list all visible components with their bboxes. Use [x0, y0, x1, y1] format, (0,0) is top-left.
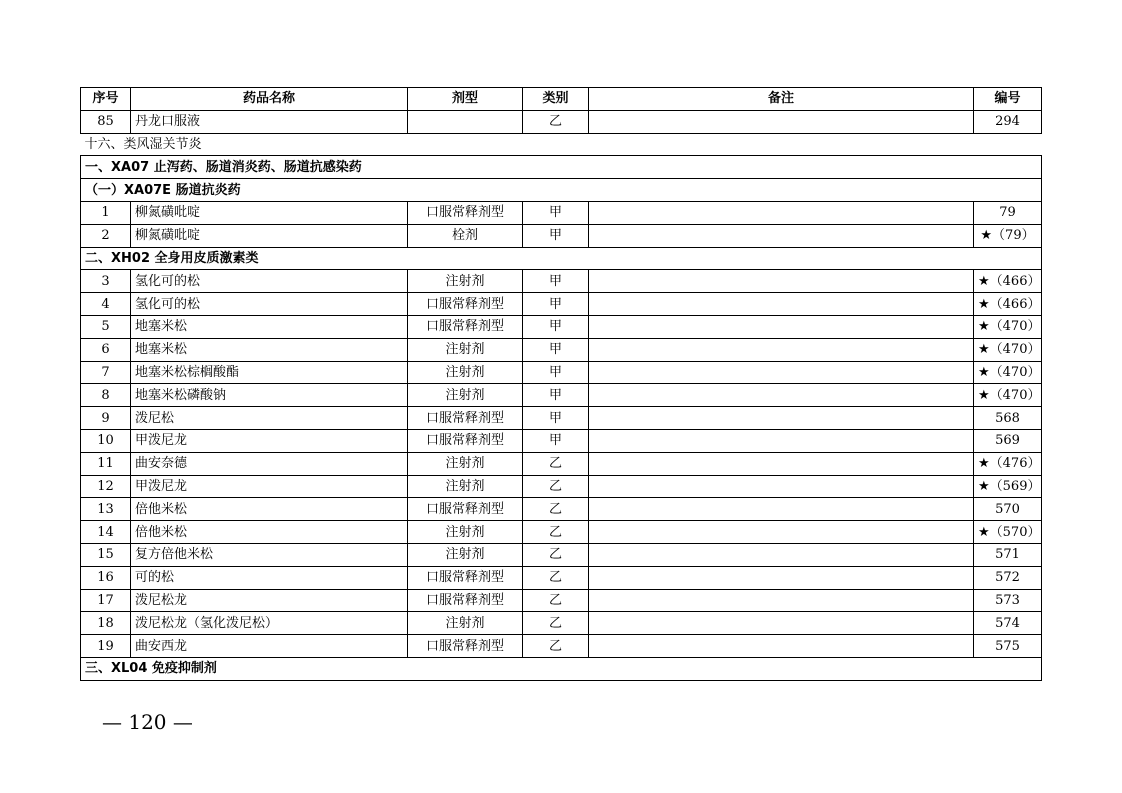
cell-code: 572	[974, 566, 1042, 589]
section-title: 三、XL04 免疫抑制剂	[81, 657, 1042, 680]
cell-code: ★（470）	[974, 315, 1042, 338]
cell-remarks	[589, 384, 974, 407]
cell-dosage-form: 口服常释剂型	[408, 635, 523, 658]
cell-no: 18	[81, 612, 131, 635]
cell-remarks	[589, 407, 974, 430]
cell-remarks	[589, 521, 974, 544]
cell-remarks	[589, 566, 974, 589]
cell-category: 甲	[523, 270, 589, 293]
table-row	[81, 521, 1042, 544]
cell-drug-name: 甲泼尼龙	[131, 429, 408, 452]
cell-category: 甲	[523, 224, 589, 247]
cell-dosage-form: 口服常释剂型	[408, 429, 523, 452]
table-row	[81, 270, 1042, 293]
header-form: 剂型	[408, 88, 523, 111]
header-name: 药品名称	[131, 88, 408, 111]
cell-code: ★（569）	[974, 475, 1042, 498]
cell-dosage-form: 口服常释剂型	[408, 589, 523, 612]
table-row	[81, 635, 1042, 658]
cell-category: 甲	[523, 338, 589, 361]
cell-drug-name: 氢化可的松	[131, 270, 408, 293]
table-row	[81, 224, 1042, 247]
cell-category: 甲	[523, 384, 589, 407]
table-row	[81, 361, 1042, 384]
cell-no: 1	[81, 201, 131, 224]
cell-remarks	[589, 338, 974, 361]
header-no: 序号	[81, 88, 131, 111]
cell-drug-name: 丹龙口服液	[131, 110, 408, 133]
cell-remarks	[589, 224, 974, 247]
table-row	[81, 452, 1042, 475]
cell-no: 17	[81, 589, 131, 612]
cell-dosage-form: 注射剂	[408, 361, 523, 384]
section-title-row	[81, 247, 1042, 270]
cell-dosage-form: 注射剂	[408, 543, 523, 566]
cell-remarks	[589, 270, 974, 293]
cell-category: 乙	[523, 498, 589, 521]
cell-no: 2	[81, 224, 131, 247]
table-row	[81, 338, 1042, 361]
cell-category: 甲	[523, 361, 589, 384]
cell-dosage-form: 口服常释剂型	[408, 201, 523, 224]
cell-drug-name: 泼尼松龙	[131, 589, 408, 612]
cell-drug-name: 泼尼松	[131, 407, 408, 430]
cell-remarks	[589, 635, 974, 658]
table-row	[81, 315, 1042, 338]
cell-drug-name: 地塞米松	[131, 338, 408, 361]
cell-remarks	[589, 361, 974, 384]
cell-category: 乙	[523, 475, 589, 498]
cell-remarks	[589, 452, 974, 475]
cell-category: 乙	[523, 110, 589, 133]
cell-code: 294	[974, 110, 1042, 133]
cell-dosage-form: 栓剂	[408, 224, 523, 247]
table-row	[81, 566, 1042, 589]
cell-code: 571	[974, 543, 1042, 566]
cell-dosage-form: 注射剂	[408, 612, 523, 635]
cell-code: 575	[974, 635, 1042, 658]
cell-dosage-form: 注射剂	[408, 384, 523, 407]
cell-drug-name: 甲泼尼龙	[131, 475, 408, 498]
table-row	[81, 110, 1042, 133]
cell-drug-name: 地塞米松磷酸钠	[131, 384, 408, 407]
cell-drug-name: 柳氮磺吡啶	[131, 201, 408, 224]
cell-drug-name: 倍他米松	[131, 521, 408, 544]
cell-no: 8	[81, 384, 131, 407]
cell-drug-name: 可的松	[131, 566, 408, 589]
cell-drug-name: 柳氮磺吡啶	[131, 224, 408, 247]
cell-code: ★（470）	[974, 361, 1042, 384]
cell-code: 568	[974, 407, 1042, 430]
cell-category: 乙	[523, 452, 589, 475]
cell-drug-name: 地塞米松棕榈酸酯	[131, 361, 408, 384]
cell-code: ★（476）	[974, 452, 1042, 475]
section-title: 二、XH02 全身用皮质激素类	[81, 247, 1042, 270]
cell-category: 甲	[523, 429, 589, 452]
cell-category: 乙	[523, 635, 589, 658]
table-header-row	[81, 88, 1042, 111]
cell-dosage-form: 注射剂	[408, 338, 523, 361]
table-row	[81, 589, 1042, 612]
table-row	[81, 407, 1042, 430]
cell-drug-name: 倍他米松	[131, 498, 408, 521]
cell-dosage-form: 注射剂	[408, 452, 523, 475]
cell-no: 10	[81, 429, 131, 452]
cell-no: 14	[81, 521, 131, 544]
cell-code: 570	[974, 498, 1042, 521]
table-row	[81, 384, 1042, 407]
cell-dosage-form: 注射剂	[408, 270, 523, 293]
cell-drug-name: 泼尼松龙（氢化泼尼松）	[131, 612, 408, 635]
cell-no: 19	[81, 635, 131, 658]
cell-drug-name: 复方倍他米松	[131, 543, 408, 566]
group-title: 十六、类风湿关节炎	[81, 133, 1042, 156]
cell-category: 甲	[523, 315, 589, 338]
cell-no: 12	[81, 475, 131, 498]
cell-category: 甲	[523, 201, 589, 224]
cell-no: 3	[81, 270, 131, 293]
cell-no: 16	[81, 566, 131, 589]
cell-remarks	[589, 475, 974, 498]
cell-no: 13	[81, 498, 131, 521]
cell-code: ★（470）	[974, 338, 1042, 361]
cell-code: ★（79）	[974, 224, 1042, 247]
cell-no: 85	[81, 110, 131, 133]
cell-remarks	[589, 429, 974, 452]
table-row	[81, 498, 1042, 521]
cell-drug-name: 曲安奈德	[131, 452, 408, 475]
cell-category: 乙	[523, 543, 589, 566]
cell-remarks	[589, 315, 974, 338]
cell-dosage-form: 口服常释剂型	[408, 293, 523, 316]
group-title-row	[81, 133, 1042, 156]
table-row	[81, 293, 1042, 316]
cell-no: 11	[81, 452, 131, 475]
cell-code: 573	[974, 589, 1042, 612]
section-subtitle: （一）XA07E 肠道抗炎药	[81, 179, 1042, 202]
header-category: 类别	[523, 88, 589, 111]
header-code: 编号	[974, 88, 1042, 111]
section-title-row	[81, 657, 1042, 680]
header-remarks: 备注	[589, 88, 974, 111]
cell-code: ★（466）	[974, 293, 1042, 316]
cell-dosage-form: 注射剂	[408, 475, 523, 498]
page-number: — 120 —	[102, 710, 193, 734]
cell-code: 574	[974, 612, 1042, 635]
cell-no: 9	[81, 407, 131, 430]
cell-category: 乙	[523, 589, 589, 612]
table-row	[81, 612, 1042, 635]
cell-category: 乙	[523, 521, 589, 544]
cell-category: 乙	[523, 566, 589, 589]
cell-dosage-form: 口服常释剂型	[408, 407, 523, 430]
cell-code: 569	[974, 429, 1042, 452]
section-title: 一、XA07 止泻药、肠道消炎药、肠道抗感染药	[81, 156, 1042, 179]
cell-dosage-form: 注射剂	[408, 521, 523, 544]
cell-remarks	[589, 201, 974, 224]
cell-remarks	[589, 589, 974, 612]
cell-drug-name: 氢化可的松	[131, 293, 408, 316]
cell-no: 15	[81, 543, 131, 566]
table-row	[81, 201, 1042, 224]
cell-dosage-form	[408, 110, 523, 133]
drug-list-table	[80, 87, 1042, 681]
section-title-row	[81, 156, 1042, 179]
cell-drug-name: 曲安西龙	[131, 635, 408, 658]
cell-remarks	[589, 543, 974, 566]
cell-remarks	[589, 612, 974, 635]
cell-category: 甲	[523, 293, 589, 316]
cell-category: 乙	[523, 612, 589, 635]
cell-code: ★（466）	[974, 270, 1042, 293]
section-subtitle-row	[81, 179, 1042, 202]
cell-remarks	[589, 110, 974, 133]
cell-remarks	[589, 498, 974, 521]
cell-drug-name: 地塞米松	[131, 315, 408, 338]
cell-no: 5	[81, 315, 131, 338]
table-row	[81, 475, 1042, 498]
cell-code: ★（570）	[974, 521, 1042, 544]
cell-no: 4	[81, 293, 131, 316]
cell-dosage-form: 口服常释剂型	[408, 498, 523, 521]
cell-dosage-form: 口服常释剂型	[408, 566, 523, 589]
table-row	[81, 429, 1042, 452]
cell-remarks	[589, 293, 974, 316]
cell-category: 甲	[523, 407, 589, 430]
cell-no: 6	[81, 338, 131, 361]
cell-code: ★（470）	[974, 384, 1042, 407]
cell-no: 7	[81, 361, 131, 384]
table-row	[81, 543, 1042, 566]
cell-code: 79	[974, 201, 1042, 224]
cell-dosage-form: 口服常释剂型	[408, 315, 523, 338]
